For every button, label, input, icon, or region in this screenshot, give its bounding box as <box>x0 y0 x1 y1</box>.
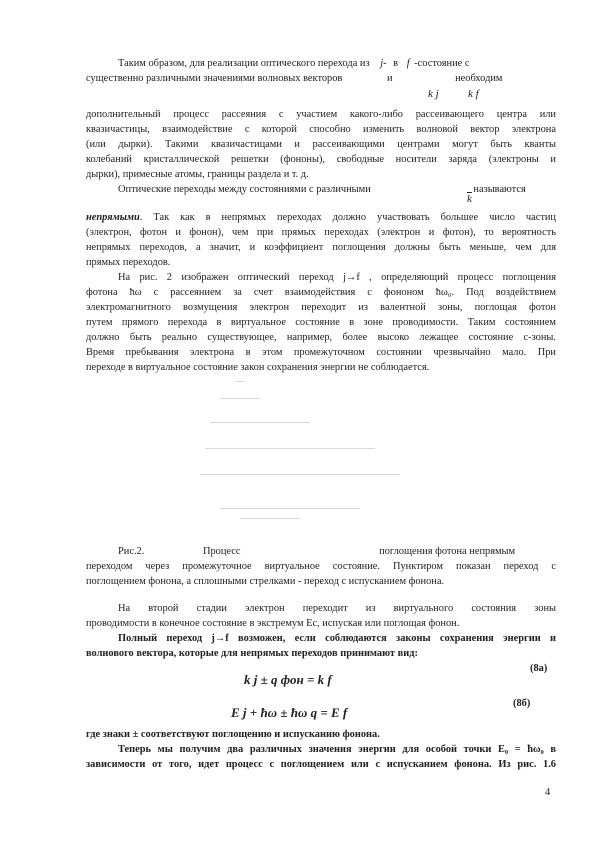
para3-line6: Время пребывания электрона в этом промежуточном состоянии чрезвычайно мало. При <box>86 347 556 358</box>
para5-line1: Полный переход j→f возможен, если соблюдаются законы сохранения энергии и <box>118 633 556 644</box>
para1-line4: квазичастицы, взаимодействие с которой способно изменить волновой вектор электрона <box>86 124 556 135</box>
figure-trace <box>235 381 245 382</box>
para1-line5: (или дырки). Такими квазичастицами и рассеивающими центрами могут быть кванты <box>86 139 556 150</box>
para2-line4: непрямых переходов, а значит, и коэффициент поглощения должны быть меньше, чем для <box>86 242 556 253</box>
para1-line7: дырки), примесные атомы, границы раздела и т. д. <box>86 169 309 180</box>
para6-line1: где знаки ± соответствуют поглощению и испусканию фонона. <box>86 729 380 740</box>
figure-trace <box>220 508 360 509</box>
para2-line1: Оптические переходы между состояниями с различными называются <box>118 184 526 195</box>
para4-line2: проводимости в конечное состояние в экстремум Ec, испуская или поглощая фонон. <box>86 618 460 629</box>
para2-line3: (электрон, фотон и фонон), чем при прямых переходах (электрон и фотон), то вероятность <box>86 227 556 238</box>
para4-line1: На второй стадии электрон переходит из виртуального состояния зоны <box>118 603 556 614</box>
equation-8a: k j ± q фон = k f <box>244 672 332 687</box>
para3-line3: электромагнитного возмущения электрон переходит из валентной зоны, поглощая фотон <box>86 302 556 313</box>
figure-trace <box>200 474 400 475</box>
para1-line2: существенно различными значениями волновых векторов и необходим <box>86 73 503 84</box>
figure-caption-line2: переходом через промежуточное виртуальное состояние. Пунктиром показан переход с <box>86 561 556 572</box>
figure-caption-line1: Рис.2. Процесс поглощения фотона непрямым <box>118 546 516 557</box>
para1-line3: дополнительный процесс рассеяния с участием какого-либо рассеивающего центра или <box>86 109 556 120</box>
figure-trace <box>240 518 300 519</box>
para3-line4: путем прямого перехода в виртуальное состояние в зоне проводимости. Таким состоянием <box>86 317 556 328</box>
para5-line2: волнового вектора, которые для непрямых переходов принимают вид: <box>86 648 418 659</box>
figure-area <box>180 378 420 528</box>
para2-line5: прямых переходов. <box>86 257 171 268</box>
para6-line2: Теперь мы получим два различных значения энергии для особой точки E₀ = ħω₀ в <box>118 744 556 755</box>
vector-k-bar: $\overline{k}$ <box>467 193 472 205</box>
para3-line1: На рис. 2 изображен оптический переход j→f , определяющий процесс поглощения <box>118 272 556 283</box>
figure-trace <box>210 422 310 423</box>
para3-line2: фотона ħω с рассеянием за счет взаимодействия с фононом ħω₀. Под воздействием <box>86 287 556 298</box>
page-number: 4 <box>545 787 551 798</box>
para2-line2: непрямыми. Так как в непрямых переходах должно участвовать большее число частиц <box>86 212 556 223</box>
equation-8a-number: (8а) <box>530 663 548 674</box>
vector-kj: k j <box>428 88 439 100</box>
para1-line6: колебаний кристаллической решетки (фононы), свободные носители заряда (электроны и <box>86 154 556 165</box>
para1-line1: Таким образом, для реализации оптического перехода из j- в f -состояние с <box>118 58 470 69</box>
para3-line5: должно быть реально существующее, например, более высоко лежащее состояние c-зоны. <box>86 332 556 343</box>
para3-line7: переходе в виртуальное состояние закон сохранения энергии не соблюдается. <box>86 362 430 373</box>
equation-8b: E j + ħω ± ħω q = E f <box>231 705 348 720</box>
figure-trace <box>220 398 260 399</box>
vector-kf: k f <box>468 88 479 100</box>
para6-line3: зависимости от того, идет процесс с поглощением или с испусканием фонона. Из рис. 1.6 <box>86 759 556 770</box>
equation-8b-number: (8б) <box>513 698 531 709</box>
figure-trace <box>205 448 375 449</box>
figure-caption-line3: поглощением фонона, а сплошными стрелками - переход с испусканием фонона. <box>86 576 445 587</box>
